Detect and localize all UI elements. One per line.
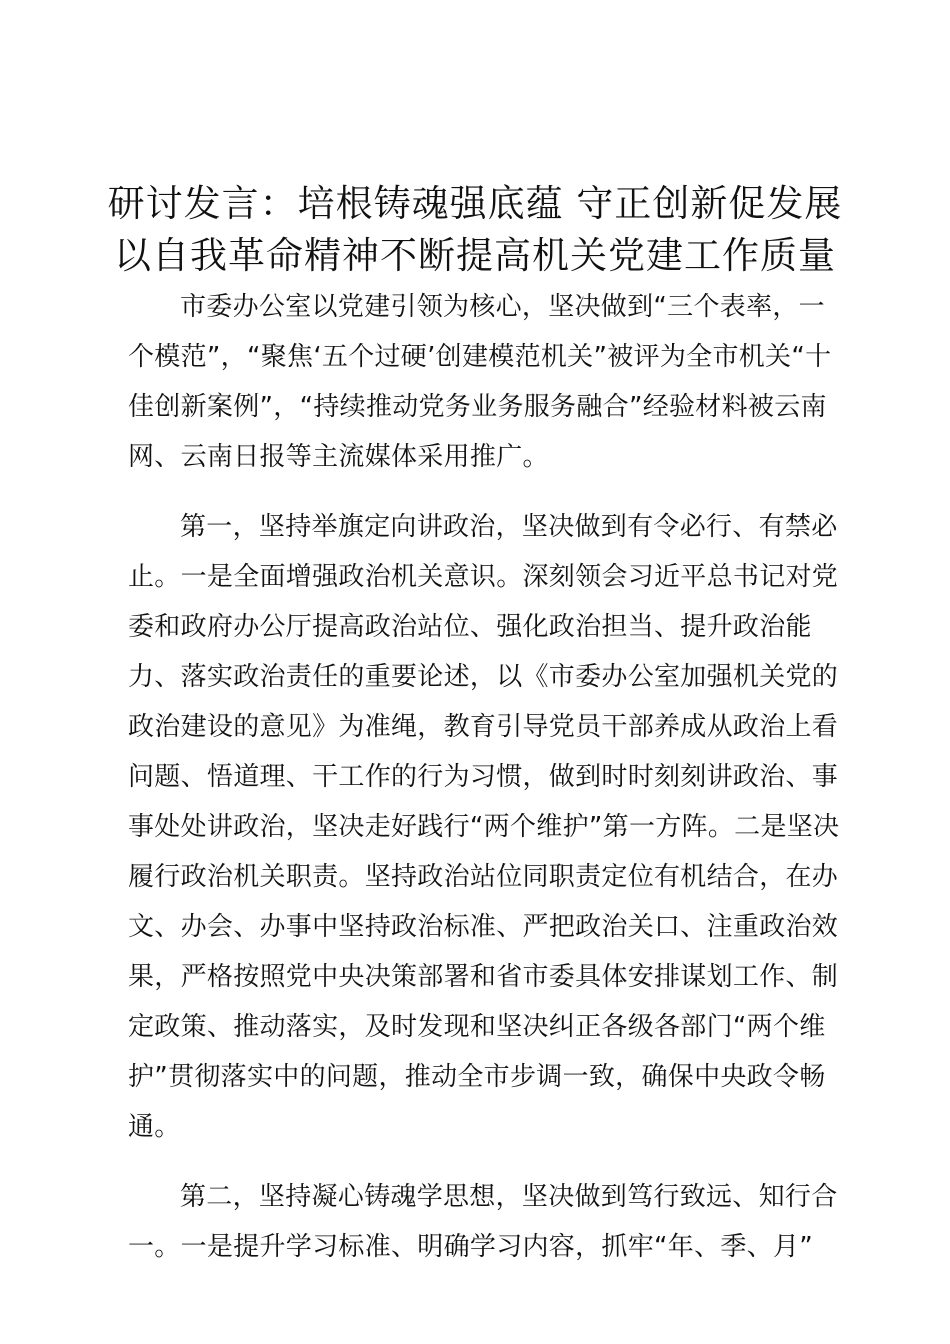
- title-line-1: 研讨发言：培根铸魂强底蕴 守正创新促发展: [107, 182, 843, 225]
- document-title: [0, 178, 950, 282]
- paragraph-second: 第二，坚持凝心铸魂学思想，坚决做到笃行致远、知行合一。一是提升学习标准、明确学习内容，抓牢“年、季、月”: [128, 1182, 838, 1262]
- paragraph-first: 第一，坚持举旗定向讲政治，坚决做到有令必行、有禁必止。一是全面增强政治机关意识。深刻领会习近平总书记对党委和政府办公厅提高政治站位、强化政治担当、提升政治能力、落实政治责任的重要论述，以《市委办公室加强机关党的政治建设的意见》为准绳，教育引导党员干部养成从政治上看问题、悟道理、干工作的行为习惯，做到时时刻刻讲政治、事事处处讲政治，坚决走好践行“两个维护”第一方阵。二是坚决履行政治机关职责。坚持政治站位同职责定位有机结合，在办文、办会、办事中坚持政治标准、严把政治关口、注重政治效果，严格按照党中央决策部署和省市委具体安排谋划工作、制定政策、推动落实，及时发现和坚决纠正各级各部门“两个维护”贯彻落实中的问题，推动全市步调一致，确保中央政令畅通。: [128, 512, 840, 1142]
- paragraph-intro: 市委办公室以党建引领为核心，坚决做到“三个表率，一个模范”，“聚焦‘五个过硬’创建模范机关”被评为全市机关“十佳创新案例”，“持续推动党务业务服务融合”经验材料被云南网、云南日报等主流媒体采用推广。: [128, 292, 832, 472]
- title-line-2: 以自我革命精神不断提高机关党建工作质量: [114, 234, 836, 277]
- document-body: [128, 282, 850, 1272]
